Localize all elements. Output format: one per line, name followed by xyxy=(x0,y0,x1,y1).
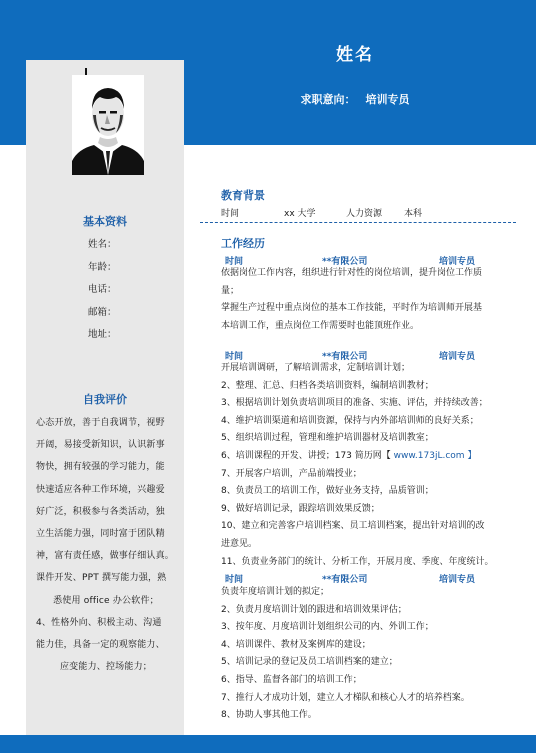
self-eval-line: 心态开放，善于自我调节，视野 xyxy=(36,418,165,428)
duty-line-with-link xyxy=(221,448,517,466)
basic-info-title: 基本资料 xyxy=(83,215,127,228)
job-position: 培训专员 xyxy=(439,257,476,267)
edu-time: 时间 xyxy=(221,209,240,219)
job-company: **有限公司 xyxy=(322,257,368,267)
self-eval-line: 能力佳，具备一定的观察能力、 xyxy=(36,640,165,651)
self-eval-line: 立生活能力强，同时富于团队精 xyxy=(36,529,165,540)
duty-line: 5、组织培训过程，管理和维护培训器材及培训教室； xyxy=(221,433,434,444)
duty-text: 6、培训课程的开发、讲授；173 简历网【 xyxy=(221,450,391,461)
self-eval-line: 快速适应各种工作环境，兴趣爱 xyxy=(36,484,165,495)
self-eval-line: 悉使用 office 办公软件； xyxy=(53,595,159,606)
link-bracket: 】 xyxy=(467,450,477,461)
job-duties xyxy=(221,584,517,725)
duty-line: 7、推行人才成功计划，建立人才梯队和核心人才的培养档案。 xyxy=(221,692,470,703)
self-eval-text xyxy=(36,412,176,678)
duty-line: 掌握生产过程中重点岗位的基本工作技能，平时作为培训师开展基 xyxy=(221,303,483,314)
duty-line: 5、培训记录的登记及员工培训档案的建立； xyxy=(221,657,398,668)
self-eval-line: 课件开发、PPT 撰写能力强，熟 xyxy=(36,573,167,584)
self-eval-line: 开阔，易接受新知识，认识新事 xyxy=(36,440,165,451)
field-name: 姓名： xyxy=(88,239,117,250)
job-position: 培训专员 xyxy=(439,352,476,362)
duty-line: 负责年度培训计划的拟定； xyxy=(221,587,330,597)
self-eval-line: 应变能力、控场能力； xyxy=(59,662,152,673)
duty-line: 4、培训课件、教材及案例库的建设； xyxy=(221,639,371,650)
duty-line: 依据岗位工作内容，组织进行针对性的岗位培训，提升岗位工作质 xyxy=(221,268,483,278)
field-address: 地址： xyxy=(88,329,117,341)
job-intent-label: 求职意向： xyxy=(300,93,356,106)
duty-line: 本培训工作，重点岗位工作需要时也能顶班作业。 xyxy=(221,320,420,331)
self-eval-line: 神，富有责任感，做事仔细认真。 xyxy=(36,551,175,562)
job-company: **有限公司 xyxy=(322,352,368,362)
duty-line: 6、指导、监督各部门的培训工作； xyxy=(221,674,362,685)
duty-line: 8、负责员工的培训工作，做好业务支持，品质管训； xyxy=(221,486,434,497)
duty-line: 量； xyxy=(221,285,240,296)
duty-line: 2、负责月度培训计划的跟进和培训效果评估； xyxy=(221,604,407,615)
self-eval-line: 物快，拥有较强的学习能力，能 xyxy=(36,462,165,473)
work-title: 工作经历 xyxy=(221,237,265,250)
duty-line: 开展培训调研，了解培训需求，定制培训计划； xyxy=(221,363,411,373)
duty-line: 8、协助人事其他工作。 xyxy=(221,710,317,721)
section-divider xyxy=(200,222,516,223)
field-email: 邮箱： xyxy=(88,306,117,318)
job-time: 时间 xyxy=(225,257,244,267)
edu-major: 人力资源 xyxy=(346,209,383,219)
education-title: 教育背景 xyxy=(221,189,265,202)
edu-school: xx 大学 xyxy=(284,209,316,219)
job-time: 时间 xyxy=(225,352,244,362)
duty-line: 3、按年度、月度培训计划组织公司的内、外训工作； xyxy=(221,622,434,633)
self-eval-line: 4、性格外向、积极主动、沟通 xyxy=(36,617,162,628)
job-position: 培训专员 xyxy=(439,575,476,585)
job-duties xyxy=(221,360,517,571)
duty-line: 7、开展客户培训，产品前端授业； xyxy=(221,468,362,479)
edu-degree: 本科 xyxy=(404,209,423,219)
field-phone: 电话： xyxy=(88,284,117,296)
self-eval-line: 好广泛，积极参与各类活动，独 xyxy=(36,506,165,517)
basic-info-list xyxy=(26,236,184,349)
self-eval-title: 自我评价 xyxy=(83,393,127,406)
duty-line: 3、根据培训计划负责培训项目的准备、实施、评估，并持续改善； xyxy=(221,398,488,409)
job-intent xyxy=(185,91,525,107)
job-company: **有限公司 xyxy=(322,575,368,585)
profile-photo xyxy=(72,75,144,175)
duty-line: 10、建立和完善客户培训档案、员工培训档案，提出针对培训的改 xyxy=(221,521,485,532)
job-time: 时间 xyxy=(225,575,244,585)
field-age: 年龄： xyxy=(88,261,117,273)
duty-line: 2、整理、汇总、归档各类培训资料，编制培训教材； xyxy=(221,380,434,391)
duty-line: 11、负责业务部门的统计、分析工作，开展月度、季度、年度统计。 xyxy=(221,556,494,567)
duty-line: 4、维护培训渠道和培训资源，保持与内外部培训师的良好关系； xyxy=(221,415,479,426)
duty-line: 9、做好培训记录，跟踪培训效果反馈； xyxy=(221,503,380,514)
footer-band xyxy=(0,735,536,753)
education-row xyxy=(221,206,521,219)
website-link[interactable]: www.173jL.com xyxy=(393,450,465,461)
resume-name: 姓名 xyxy=(336,45,374,65)
duty-line: 进意见。 xyxy=(221,538,258,549)
job-intent-value: 培训专员 xyxy=(365,93,410,106)
job-duties xyxy=(221,265,517,335)
